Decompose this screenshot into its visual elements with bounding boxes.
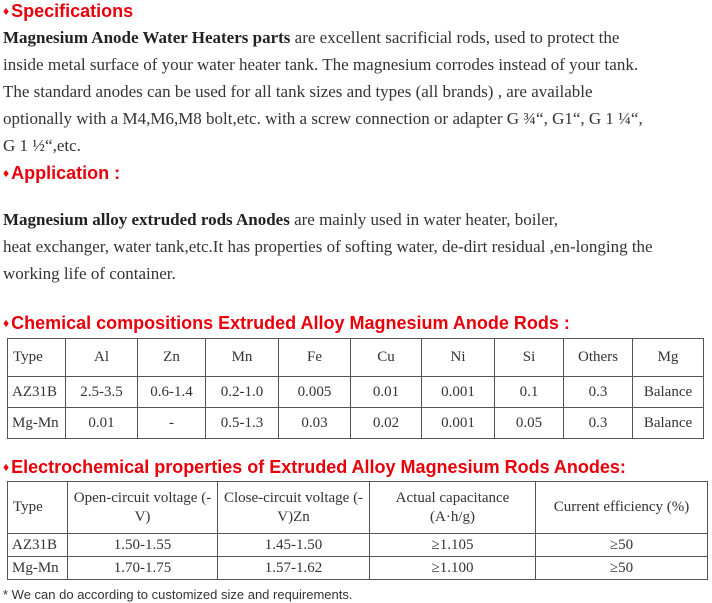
table-cell: AZ31B bbox=[8, 377, 66, 408]
header-cell: Cu bbox=[351, 339, 422, 377]
diamond-bullet-icon: ♦ bbox=[3, 4, 10, 18]
table-cell: 0.6-1.4 bbox=[138, 377, 206, 408]
specifications-heading: ♦ Specifications bbox=[3, 1, 134, 21]
table-cell: 0.03 bbox=[279, 408, 351, 439]
diamond-bullet-icon: ♦ bbox=[3, 460, 10, 474]
table-cell: Mg-Mn bbox=[8, 408, 66, 439]
table-cell: Balance bbox=[633, 377, 704, 408]
table-cell: ≥50 bbox=[536, 557, 708, 580]
table-row bbox=[8, 377, 704, 408]
table-cell: 2.5-3.5 bbox=[66, 377, 138, 408]
table-header-row bbox=[8, 339, 704, 377]
header-cell: Fe bbox=[279, 339, 351, 377]
header-cell: Close-circuit voltage (- V)Zn bbox=[218, 482, 370, 534]
table-cell: 1.70-1.75 bbox=[68, 557, 218, 580]
header-cell: Si bbox=[495, 339, 564, 377]
electrochemical-heading: ♦ Electrochemical properties of Extruded Alloy Magnesium Rods Anodes: bbox=[3, 457, 626, 477]
header-cell: Actual capacitance (A·h/g) bbox=[370, 482, 536, 534]
header-cell: Mg bbox=[633, 339, 704, 377]
table-cell: 1.45-1.50 bbox=[218, 534, 370, 557]
table-cell: ≥1.100 bbox=[370, 557, 536, 580]
table-cell: 0.3 bbox=[564, 408, 633, 439]
table-cell: ≥50 bbox=[536, 534, 708, 557]
table-header-row bbox=[8, 482, 708, 534]
table-cell: 0.2-1.0 bbox=[206, 377, 279, 408]
diamond-bullet-icon: ♦ bbox=[3, 166, 10, 180]
customization-note: * We can do according to customized size and requirements. bbox=[3, 587, 353, 602]
application-heading: ♦ Application : bbox=[3, 163, 121, 183]
table-cell: 1.50-1.55 bbox=[68, 534, 218, 557]
table-cell: 0.001 bbox=[422, 377, 495, 408]
table-cell: Balance bbox=[633, 408, 704, 439]
table-row bbox=[8, 534, 708, 557]
application-paragraph: Magnesium alloy extruded rods Anodes are mainly used in water heater, boiler, heat exchanger, water tank,etc.It has properties of softing water, de-dirt residual ,en-longing the working life of container. bbox=[3, 210, 653, 283]
table-cell: 0.05 bbox=[495, 408, 564, 439]
table-cell: AZ31B bbox=[8, 534, 68, 557]
table-cell: 0.3 bbox=[564, 377, 633, 408]
header-cell: Others bbox=[564, 339, 633, 377]
table-cell: ≥1.105 bbox=[370, 534, 536, 557]
header-cell: Type bbox=[8, 482, 68, 534]
header-cell: Ni bbox=[422, 339, 495, 377]
table-row bbox=[8, 408, 704, 439]
table-cell: 0.02 bbox=[351, 408, 422, 439]
table-cell: 0.001 bbox=[422, 408, 495, 439]
table-cell: 0.005 bbox=[279, 377, 351, 408]
specifications-paragraph: Magnesium Anode Water Heaters parts are excellent sacrificial rods, used to protect the inside metal surface of your water heater tank. The magnesium corrodes instead of your tank. The standard anodes can be used for all tank sizes and types (all brands) , are available optionally with a M4,M6,M8 bolt,etc. with a screw connection or adapter G ¾“, G1“, G 1 ¼“, G 1 ½“,etc. bbox=[3, 28, 643, 155]
chemical-composition-table bbox=[7, 338, 704, 439]
header-cell: Mn bbox=[206, 339, 279, 377]
table-cell: 1.57-1.62 bbox=[218, 557, 370, 580]
electrochemical-properties-table bbox=[7, 481, 708, 580]
table-cell: 0.01 bbox=[351, 377, 422, 408]
table-row bbox=[8, 557, 708, 580]
table-cell: 0.01 bbox=[66, 408, 138, 439]
header-cell: Open-circuit voltage (- V) bbox=[68, 482, 218, 534]
table-cell: - bbox=[138, 408, 206, 439]
table-cell: Mg-Mn bbox=[8, 557, 68, 580]
table-cell: 0.1 bbox=[495, 377, 564, 408]
header-cell: Al bbox=[66, 339, 138, 377]
table-cell: 0.5-1.3 bbox=[206, 408, 279, 439]
header-cell: Zn bbox=[138, 339, 206, 377]
header-cell: Type bbox=[8, 339, 66, 377]
specifications-lead: Magnesium Anode Water Heaters parts bbox=[3, 28, 291, 47]
diamond-bullet-icon: ♦ bbox=[3, 316, 10, 330]
header-cell: Current efficiency (%) bbox=[536, 482, 708, 534]
application-lead: Magnesium alloy extruded rods Anodes bbox=[3, 210, 290, 229]
chemical-heading: ♦ Chemical compositions Extruded Alloy Magnesium Anode Rods : bbox=[3, 313, 570, 333]
